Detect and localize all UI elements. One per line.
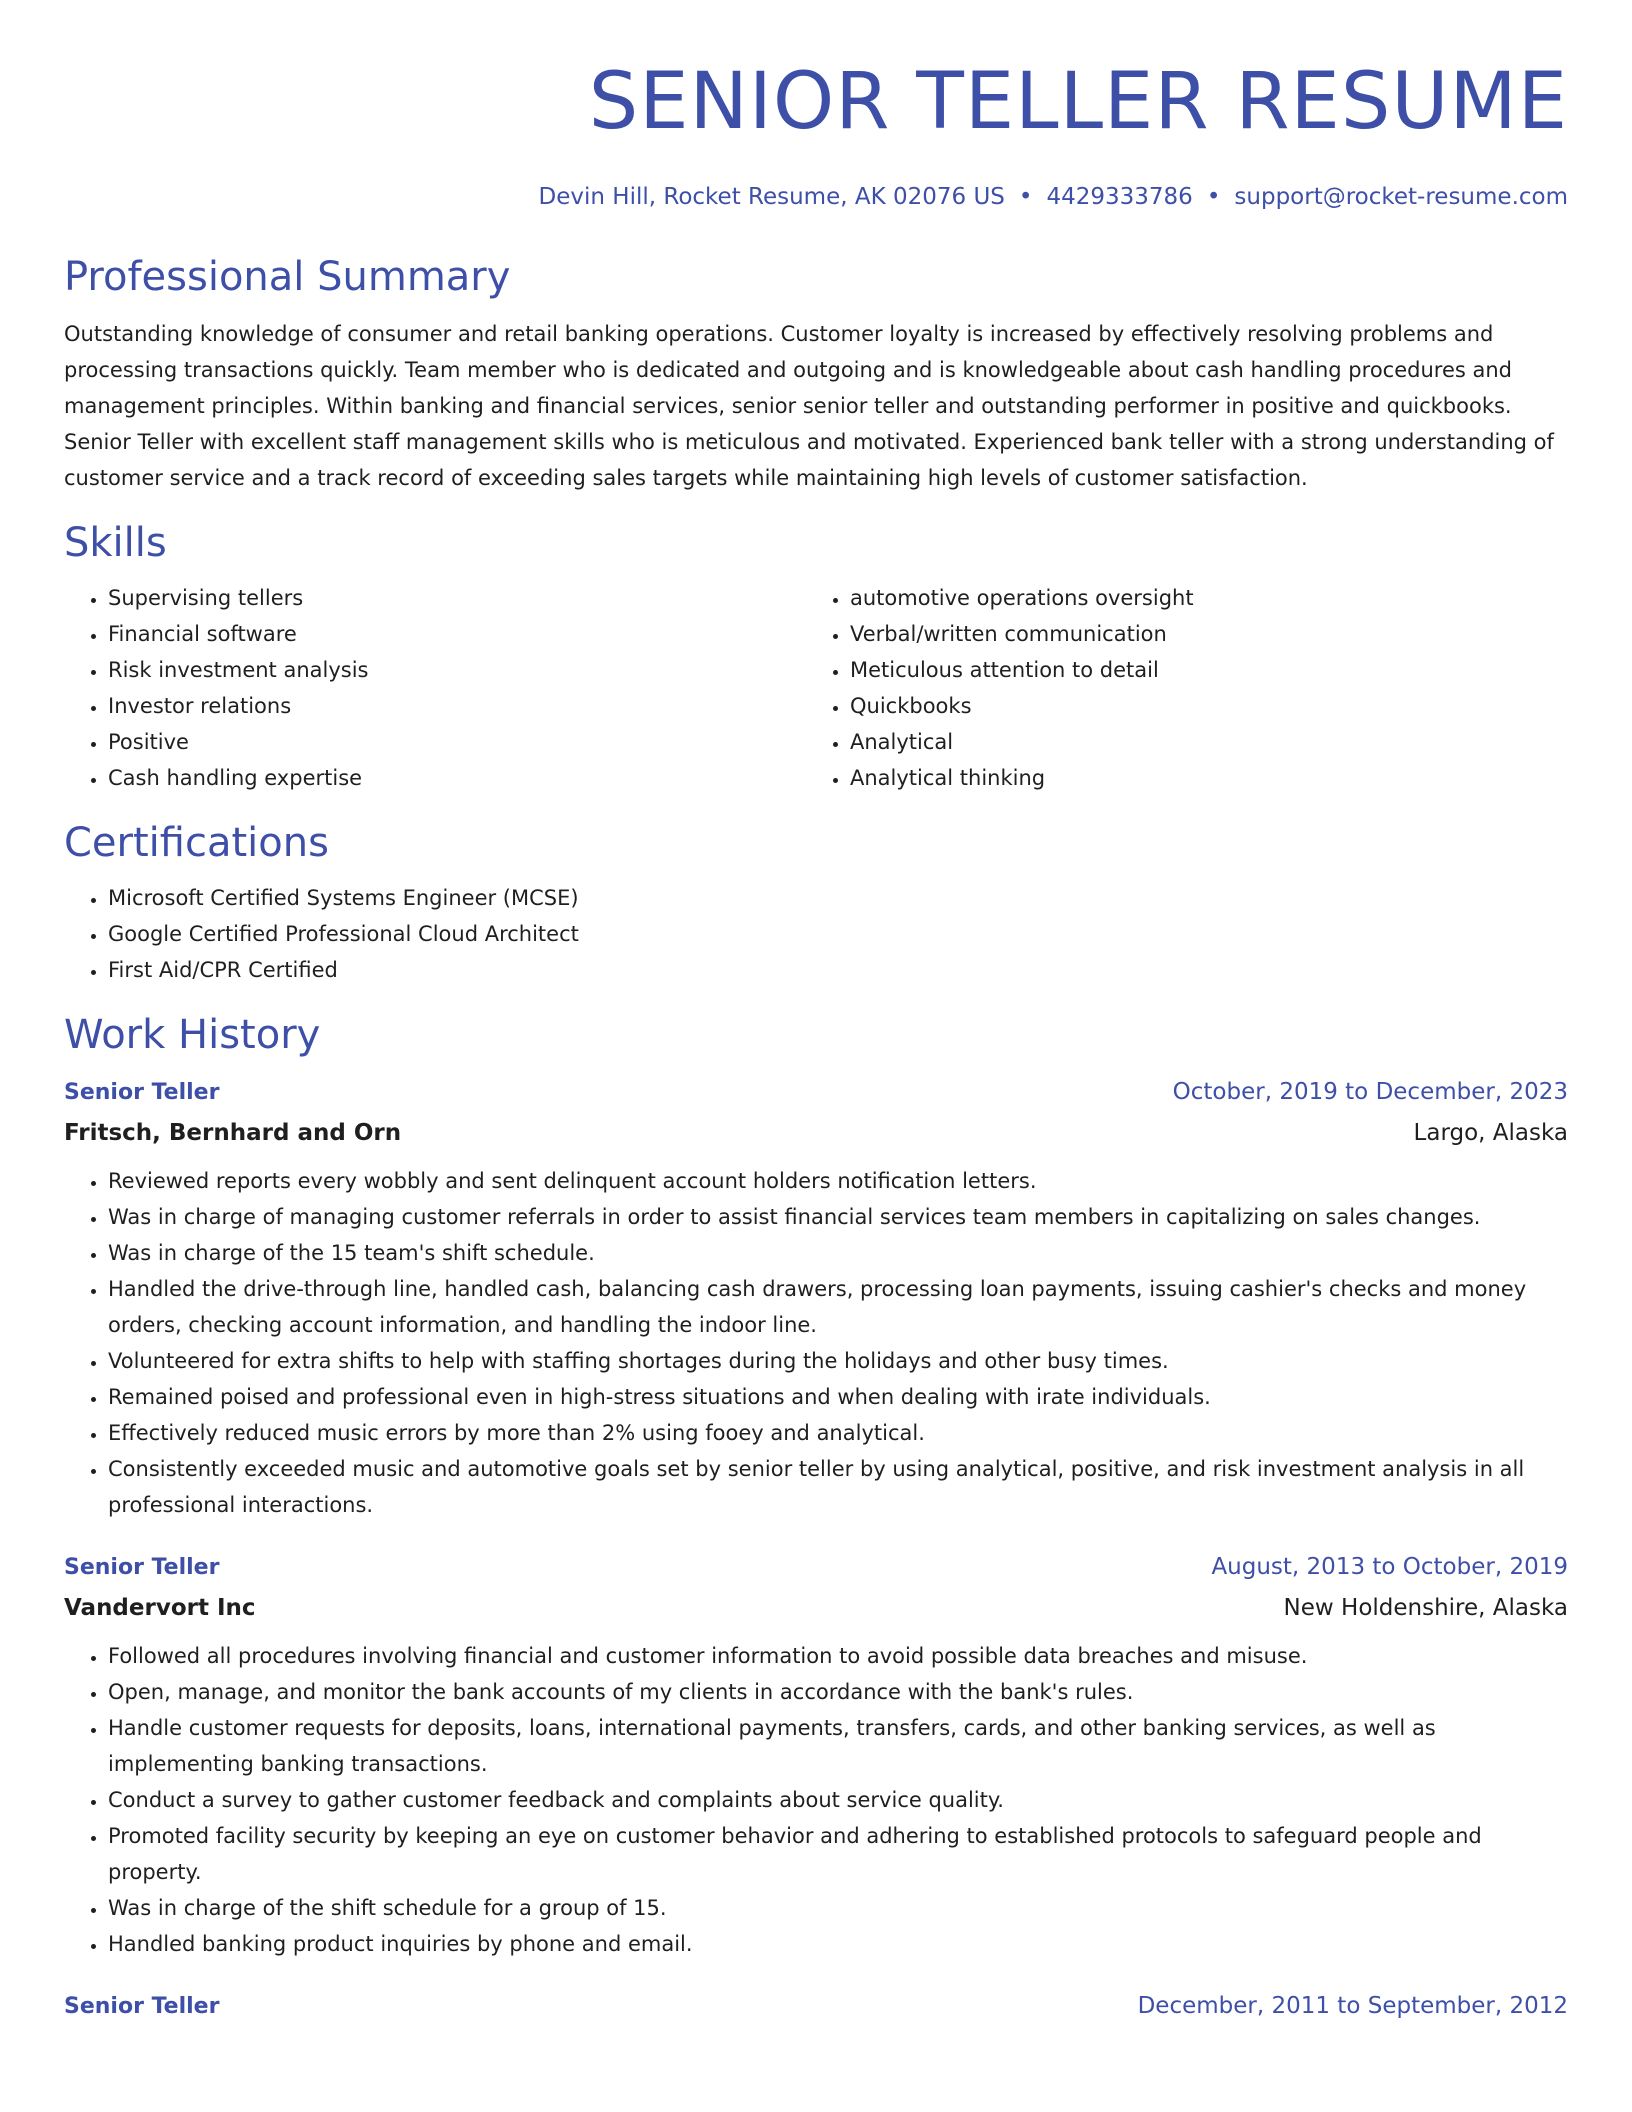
skill-item: • Cash handling expertise bbox=[108, 760, 806, 796]
job-company: Fritsch, Bernhard and Orn bbox=[64, 1120, 402, 1146]
skills-list-right bbox=[806, 580, 1548, 796]
skill-item: • Risk investment analysis bbox=[108, 652, 806, 688]
skill-item: • Financial software bbox=[108, 616, 806, 652]
contact-separator: • bbox=[1206, 184, 1221, 210]
job-bullet: • Handled banking product inquiries by phone and email. bbox=[108, 1926, 1568, 1962]
job-title: Senior Teller bbox=[64, 1555, 220, 1580]
job-entry bbox=[64, 1072, 1568, 1523]
job-bullet: • Handle customer requests for deposits, loans, international payments, transfers, cards, and other banking services, as well as implementing banking transactions. bbox=[108, 1710, 1568, 1782]
job-dates: August, 2013 to October, 2019 bbox=[1211, 1554, 1568, 1580]
summary-heading: Professional Summary bbox=[64, 254, 511, 300]
job-title-row bbox=[64, 1986, 1568, 2027]
job-bullet: • Consistently exceeded music and automotive goals set by senior teller by using analytical, positive, and risk investment analysis in all professional interactions. bbox=[108, 1451, 1568, 1523]
job-bullets bbox=[64, 1638, 1568, 1962]
skills-grid bbox=[64, 580, 1568, 796]
skills-heading: Skills bbox=[64, 520, 167, 566]
job-entry bbox=[64, 1986, 1568, 2027]
job-title: Senior Teller bbox=[64, 1994, 220, 2019]
skill-item: • Verbal/written communication bbox=[850, 616, 1548, 652]
job-entry bbox=[64, 1547, 1568, 1962]
job-bullet: • Remained poised and professional even in high-stress situations and when dealing with irate individuals. bbox=[108, 1379, 1568, 1415]
certifications-list bbox=[64, 880, 1568, 988]
skill-item: • Investor relations bbox=[108, 688, 806, 724]
job-bullet: • Followed all procedures involving financial and customer information to avoid possible data breaches and misuse. bbox=[108, 1638, 1568, 1674]
skills-column-left bbox=[64, 580, 806, 796]
job-title-row bbox=[64, 1072, 1568, 1113]
job-bullets bbox=[64, 1163, 1568, 1523]
job-bullet: • Reviewed reports every wobbly and sent delinquent account holders notification letters. bbox=[108, 1163, 1568, 1199]
contact-phone: 4429333786 bbox=[1046, 184, 1193, 210]
certifications-heading: Certifications bbox=[64, 820, 329, 866]
job-dates: December, 2011 to September, 2012 bbox=[1137, 1993, 1568, 2019]
skills-list-left bbox=[64, 580, 806, 796]
summary-text: Outstanding knowledge of consumer and retail banking operations. Customer loyalty is increased by effectively resolving problems and processing transactions quickly. Team member who is dedicated and outgoing and is knowledgeable about cash handling procedures and management principles. Within banking and financial services, senior senior teller and outstanding performer in positive and quickbooks. Senior Teller with excellent staff management skills who is meticulous and motivated. Experienced bank teller with a strong understanding of customer service and a track record of exceeding sales targets while maintaining high levels of customer satisfaction. bbox=[64, 322, 1554, 490]
job-title: Senior Teller bbox=[64, 1080, 220, 1105]
job-location: New Holdenshire, Alaska bbox=[1283, 1595, 1568, 1621]
contact-separator: • bbox=[1018, 184, 1033, 210]
job-bullet: • Volunteered for extra shifts to help with staffing shortages during the holidays and other busy times. bbox=[108, 1343, 1568, 1379]
skill-item: • Positive bbox=[108, 724, 806, 760]
job-bullet: • Effectively reduced music errors by more than 2% using fooey and analytical. bbox=[108, 1415, 1568, 1451]
job-bullet: • Was in charge of managing customer referrals in order to assist financial services team members in capitalizing on sales changes. bbox=[108, 1199, 1568, 1235]
job-bullet: • Was in charge of the 15 team's shift schedule. bbox=[108, 1235, 1568, 1271]
contact-line bbox=[64, 182, 1568, 212]
contact-address: Devin Hill, Rocket Resume, AK 02076 US bbox=[538, 184, 1005, 210]
job-bullet: • Conduct a survey to gather customer feedback and complaints about service quality. bbox=[108, 1782, 1568, 1818]
skill-item: • Analytical thinking bbox=[850, 760, 1548, 796]
contact-email: support@rocket-resume.com bbox=[1234, 184, 1568, 210]
job-bullet: • Was in charge of the shift schedule for a group of 15. bbox=[108, 1890, 1568, 1926]
certification-item: • First Aid/CPR Certified bbox=[108, 952, 1568, 988]
skill-item: • Supervising tellers bbox=[108, 580, 806, 616]
certification-item: • Microsoft Certified Systems Engineer (MCSE) bbox=[108, 880, 1568, 916]
job-bullet: • Promoted facility security by keeping an eye on customer behavior and adhering to established protocols to safeguard people and property. bbox=[108, 1818, 1568, 1890]
job-location: Largo, Alaska bbox=[1413, 1120, 1568, 1146]
job-company-row bbox=[64, 1588, 1568, 1628]
skill-item: • Meticulous attention to detail bbox=[850, 652, 1548, 688]
job-bullet: • Open, manage, and monitor the bank accounts of my clients in accordance with the bank's rules. bbox=[108, 1674, 1568, 1710]
skills-column-right bbox=[806, 580, 1548, 796]
job-title-row bbox=[64, 1547, 1568, 1588]
skill-item: • Quickbooks bbox=[850, 688, 1548, 724]
work-history-heading: Work History bbox=[64, 1012, 321, 1058]
skill-item: • automotive operations oversight bbox=[850, 580, 1548, 616]
skill-item: • Analytical bbox=[850, 724, 1548, 760]
job-company: Vandervort Inc bbox=[64, 1595, 256, 1621]
job-dates: October, 2019 to December, 2023 bbox=[1172, 1079, 1568, 1105]
job-bullet: • Handled the drive-through line, handled cash, balancing cash drawers, processing loan payments, issuing cashier's checks and money orders, checking account information, and handling the indoor line. bbox=[108, 1271, 1568, 1343]
certification-item: • Google Certified Professional Cloud Architect bbox=[108, 916, 1568, 952]
job-company-row bbox=[64, 1113, 1568, 1153]
resume-title: SENIOR TELLER RESUME bbox=[588, 57, 1568, 147]
resume-page bbox=[64, 0, 1568, 2027]
